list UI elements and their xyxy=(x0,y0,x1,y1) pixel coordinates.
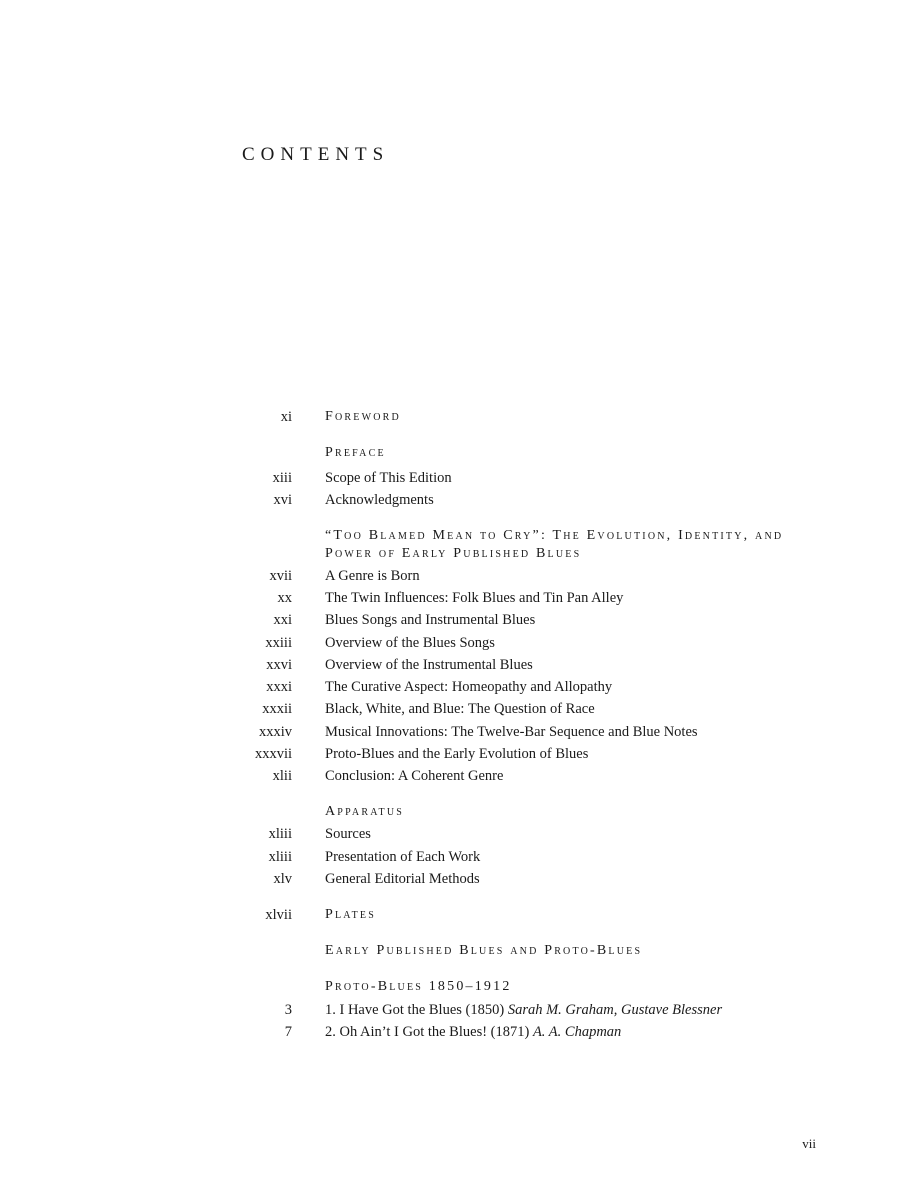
toc-entry[interactable] xyxy=(0,467,900,489)
section-heading: Proto-Blues 1850–1912 xyxy=(325,979,512,994)
entry-label: Acknowledgments xyxy=(325,492,434,508)
work-credit: Sarah M. Graham, Gustave Blessner xyxy=(507,1002,723,1018)
toc-entry[interactable] xyxy=(0,587,900,609)
page-number: xxxiv xyxy=(258,724,292,740)
entry-label: Scope of This Edition xyxy=(325,470,452,486)
entry-label xyxy=(325,1021,621,1043)
section-heading-proto-blues xyxy=(0,976,900,998)
toc-entry[interactable] xyxy=(0,743,900,765)
heading-line: “Too Blamed Mean to Cry”: The Evolution, Identity, and xyxy=(325,528,784,543)
page-number: xxxi xyxy=(266,679,292,695)
toc-entry[interactable] xyxy=(0,765,900,787)
toc-entry[interactable] xyxy=(0,676,900,698)
part-heading-text: Early Published Blues and Proto-Blues xyxy=(325,943,643,958)
page-number: xlvii xyxy=(265,907,292,923)
section-label: Plates xyxy=(325,907,376,922)
section-label: Foreword xyxy=(325,409,401,424)
page-number: xxxvii xyxy=(254,746,292,762)
entry-label: The Twin Influences: Folk Blues and Tin Pan Alley xyxy=(325,590,624,606)
work-title: 1. I Have Got the Blues (1850) xyxy=(325,1002,505,1018)
page-number: xvii xyxy=(269,568,292,584)
entry-label: A Genre is Born xyxy=(325,568,420,584)
heading-line: Power of Early Published Blues xyxy=(325,546,582,561)
toc-entry[interactable] xyxy=(0,721,900,743)
page-number: xiii xyxy=(272,470,292,486)
toc-entry[interactable] xyxy=(0,999,900,1021)
toc-entry[interactable] xyxy=(0,846,900,868)
toc-entry[interactable] xyxy=(0,823,900,845)
toc-entry[interactable] xyxy=(0,489,900,511)
page-number: xxiii xyxy=(265,635,292,651)
entry-label: Presentation of Each Work xyxy=(325,849,481,865)
page-number: 3 xyxy=(284,1002,292,1018)
entry-label xyxy=(325,999,722,1021)
toc-entry[interactable] xyxy=(0,632,900,654)
page-number: 7 xyxy=(284,1024,292,1040)
entry-label: Musical Innovations: The Twelve-Bar Sequence and Blue Notes xyxy=(325,724,698,740)
section-heading-apparatus xyxy=(0,801,900,823)
toc-entry[interactable] xyxy=(0,609,900,631)
section-heading-essay xyxy=(325,527,825,563)
section-heading: Preface xyxy=(325,445,386,460)
entry-label: Overview of the Blues Songs xyxy=(325,635,495,651)
toc-entry[interactable] xyxy=(0,868,900,890)
entry-label: Sources xyxy=(325,826,371,842)
entry-label: Blues Songs and Instrumental Blues xyxy=(325,612,536,628)
toc-entry[interactable] xyxy=(0,1021,900,1043)
toc-entry[interactable] xyxy=(0,698,900,720)
toc-entry-foreword[interactable] xyxy=(0,406,900,428)
entry-label: Conclusion: A Coherent Genre xyxy=(325,768,504,784)
entry-label: The Curative Aspect: Homeopathy and Allopathy xyxy=(325,679,613,695)
section-heading-preface xyxy=(0,442,900,464)
page-title: CONTENTS xyxy=(242,144,390,165)
entry-label: General Editorial Methods xyxy=(325,871,480,887)
page-number: xx xyxy=(277,590,292,606)
entry-label: Overview of the Instrumental Blues xyxy=(325,657,533,673)
toc-entry[interactable] xyxy=(0,654,900,676)
section-heading: Apparatus xyxy=(325,804,405,819)
page-number: xvi xyxy=(273,492,292,508)
page-number: xi xyxy=(280,409,292,425)
page-number: xxi xyxy=(273,612,292,628)
page-number: xxvi xyxy=(266,657,292,673)
page-number: xlv xyxy=(273,871,292,887)
page-number: xliii xyxy=(268,826,292,842)
toc-entry[interactable] xyxy=(0,565,900,587)
entry-label: Proto-Blues and the Early Evolution of Blues xyxy=(325,746,589,762)
page-number: xlii xyxy=(272,768,292,784)
page-number: xliii xyxy=(268,849,292,865)
part-heading xyxy=(0,940,900,962)
work-credit: A. A. Chapman xyxy=(532,1024,622,1040)
page-number: xxxii xyxy=(262,701,292,717)
page-folio: vii xyxy=(802,1136,816,1151)
toc-entry-plates[interactable] xyxy=(0,904,900,926)
work-title: 2. Oh Ain’t I Got the Blues! (1871) xyxy=(325,1024,530,1040)
entry-label: Black, White, and Blue: The Question of Race xyxy=(325,701,595,717)
